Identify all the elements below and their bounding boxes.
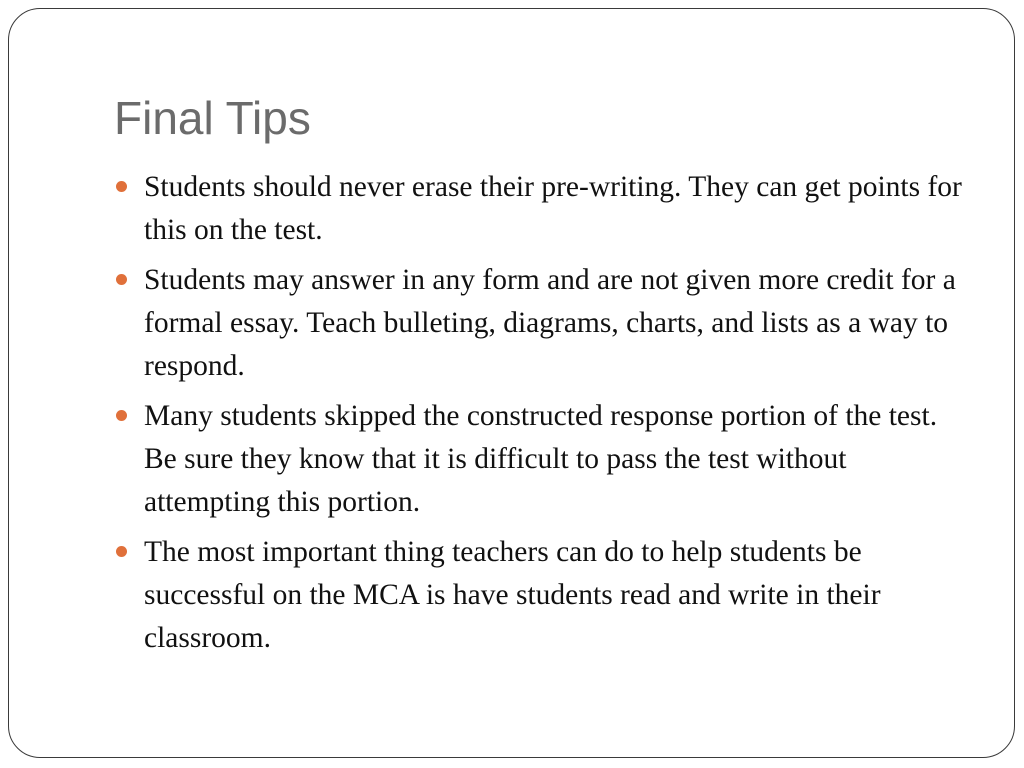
bullet-list [116,166,976,667]
bullet-item [116,395,976,524]
bullet-text: The most important thing teachers can do to help students be successful on the MCA is have students read and write in their classroom. [144,536,881,654]
bullet-item [116,166,976,252]
bullet-dot-icon [116,274,127,285]
slide-title: Final Tips [114,92,311,144]
bullet-text: Students should never erase their pre-writing. They can get points for this on the test. [144,171,962,246]
bullet-dot-icon [116,546,127,557]
bullet-text: Many students skipped the constructed response portion of the test. Be sure they know that it is difficult to pass the test without attempting this portion. [144,400,938,518]
bullet-text: Students may answer in any form and are not given more credit for a formal essay. Teach bulleting, diagrams, charts, and lists as a way to respond. [144,264,956,382]
bullet-item [116,259,976,388]
bullet-item [116,531,976,660]
bullet-dot-icon [116,410,127,421]
bullet-dot-icon [116,181,127,192]
